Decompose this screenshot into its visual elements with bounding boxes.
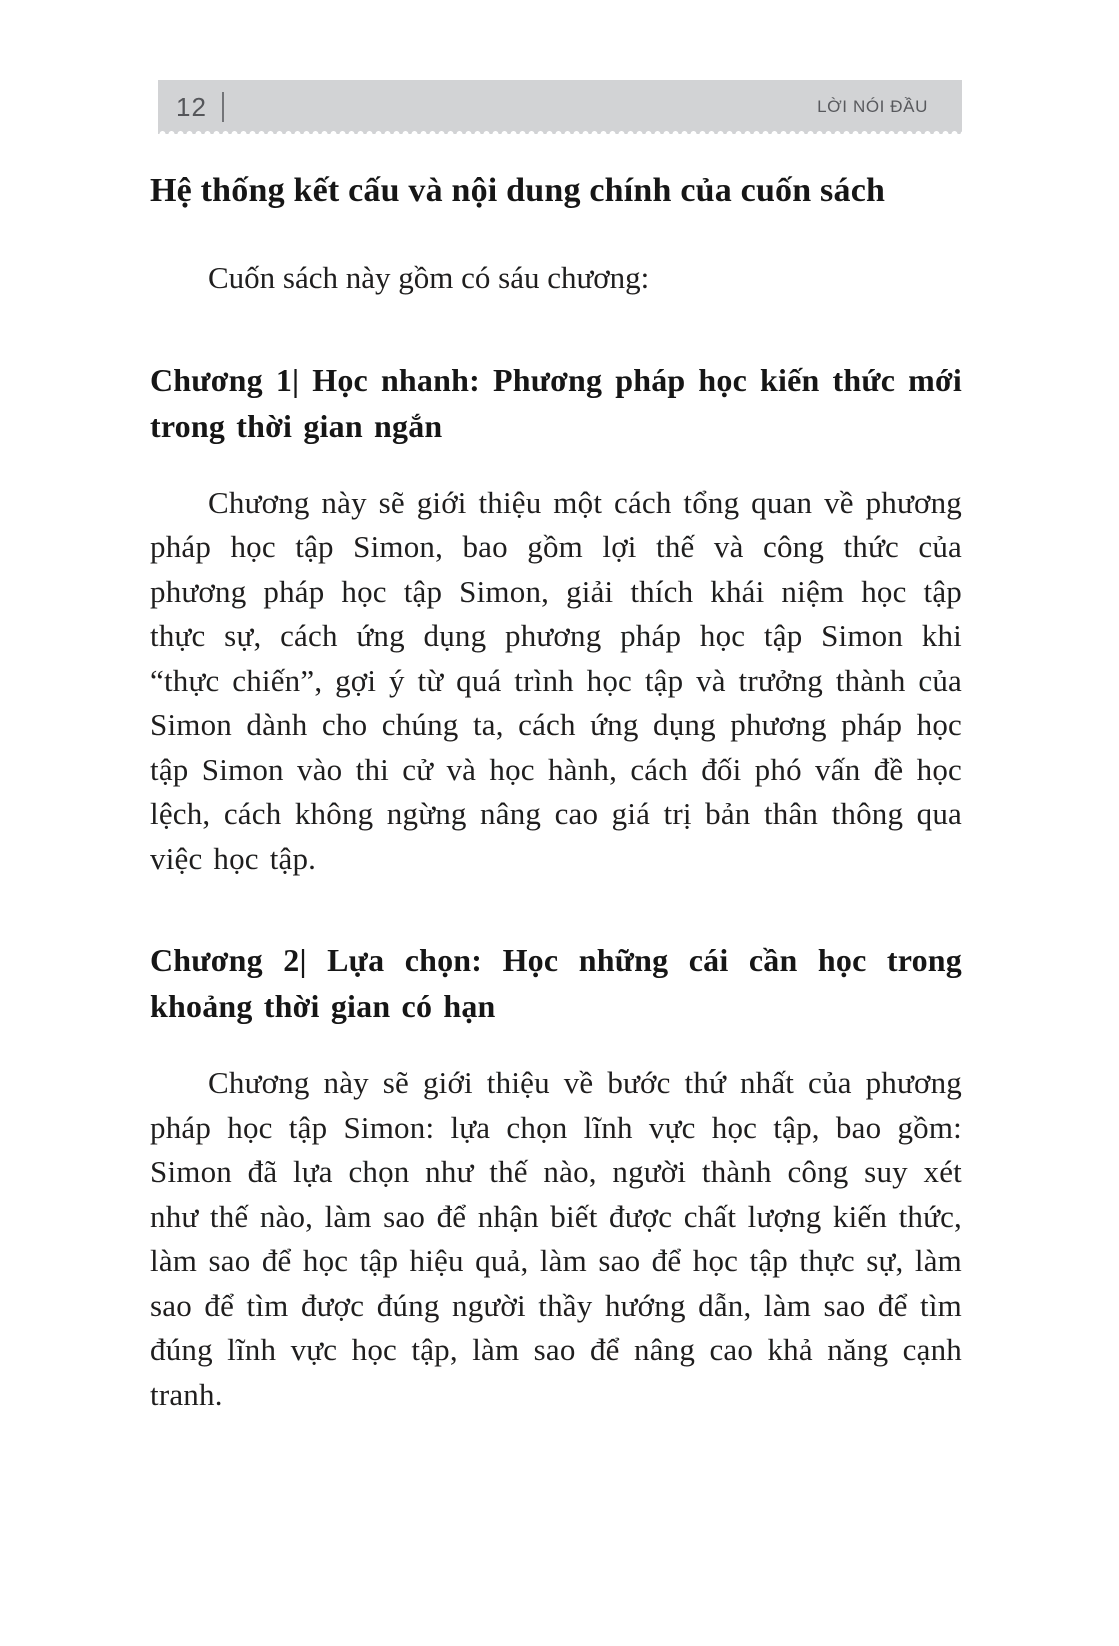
header-divider [222,92,224,122]
chapter2-paragraph: Chương này sẽ giới thiệu về bước thứ nhất của phương pháp học tập Simon: lựa chọn lĩnh vực học tập, bao gồm: Simon đã lựa chọn như thế nào, người thành công suy xét như thế nào, làm sao để nhận biết được chất lượng kiến thức, làm sao để học tập hiệu quả, làm sao để học tập thực sự, làm sao để tìm được đúng người thầy hướng dẫn, làm sao để tìm đúng lĩnh vực học tập, làm sao để nâng cao khả năng cạnh tranh. [150,1065,962,1412]
intro-paragraph: Cuốn sách này gồm có sáu chương: [208,260,650,295]
page-header-bar [158,80,962,134]
running-head: LỜI NÓI ĐẦU [817,97,928,116]
section-title: Hệ thống kết cấu và nội dung chính của cuốn sách [150,172,886,209]
page-header-inner [158,80,962,134]
page-body [150,168,962,1417]
page-number: 12 [176,91,207,122]
chapter1-paragraph: Chương này sẽ giới thiệu một cách tổng quan về phương pháp học tập Simon, bao gồm lợi thế và công thức của phương pháp học tập Simon, giải thích khái niệm học tập thực sự, cách ứng dụng phương pháp học tập Simon khi “thực chiến”, gợi ý từ quá trình học tập và trưởng thành của Simon dành cho chúng ta, cách ứng dụng phương pháp học tập Simon vào thi cử và học hành, cách đối phó vấn đề học lệch, cách không ngừng nâng cao giá trị bản thân thông qua việc học tập. [150,484,962,876]
chapter2-heading: Chương 2| Lựa chọn: Học những cái cần học trong khoảng thời gian có hạn [150,942,962,1024]
chapter1-heading: Chương 1| Học nhanh: Phương pháp học kiến thức mới trong thời gian ngắn [150,361,962,444]
